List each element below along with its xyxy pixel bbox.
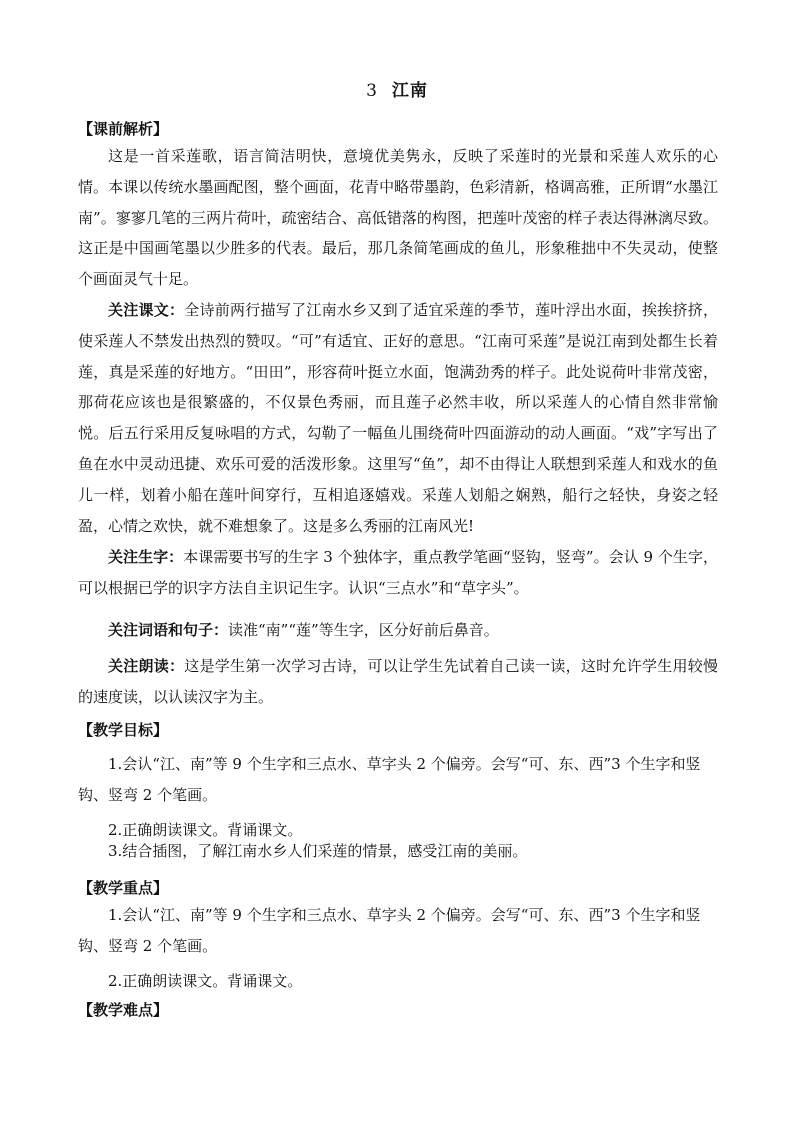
lesson-title-text: 江南: [391, 81, 428, 101]
paragraph-lead-text: 关注课文：: [108, 301, 185, 319]
paragraph-lead-reading: 关注朗读：: [108, 657, 185, 675]
goal-item-2: 2.正确朗读课文。背诵课文。: [108, 821, 303, 839]
key-point-item-2: 2.正确朗读课文。背诵课文。: [108, 972, 303, 990]
section-heading-difficulties: 【教学难点】: [78, 1001, 169, 1019]
section-heading-pre-analysis: 【课前解析】: [78, 120, 169, 138]
pre-analysis-paragraph-characters: [78, 542, 718, 604]
pre-analysis-paragraph-reading: [78, 651, 718, 713]
paragraph-body-text: 全诗前两行描写了江南水乡又到了适宜采莲的季节，莲叶浮出水面，挨挨挤挤，使采莲人不禁发出热烈的赞叹。“可”有适宜、正好的意思。“江南可采莲”是说江南到处都生长着莲，真是采莲的好地方。“田田”，形容荷叶挺立水面，饱满劲秀的样子。此处说荷叶非常茂密，那荷花应该也是很繁盛的，不仅景色秀丽，而且莲子必然丰收，所以采莲人的心情自然非常愉悦。后五行采用反复咏唱的方式，勾勒了一幅鱼儿围绕荷叶四面游动的动人画面。“戏”字写出了鱼在水中灵动迅捷、欢乐可爱的活泼形象。这里写“鱼”，却不由得让人联想到采莲人和戏水的鱼儿一样，划着小船在莲叶间穿行，互相追逐嬉戏。采莲人划船之娴熟，船行之轻快，身姿之轻盈，心情之欢快，就不难想象了。这是多么秀丽的江南风光!: [78, 301, 718, 535]
goal-item-1: 1.会认“江、南”等 9 个生字和三点水、草字头 2 个偏旁。会写“可、东、西”3 个生字和竖钩、竖弯 2 个笔画。: [78, 755, 701, 804]
paragraph-body-characters: 本课需要书写的生字 3 个独体字，重点教学笔画“竖钩，竖弯”。会认 9 个生字，可以根据已学的识字方法自主识记生字。认识“三点水”和“草字头”。: [78, 548, 718, 597]
paragraph-lead-words: 关注词语和句子：: [108, 621, 229, 639]
pre-analysis-paragraph-text: [78, 295, 718, 541]
key-point-item-1: 1.会认“江、南”等 9 个生字和三点水、草字头 2 个偏旁。会写“可、东、西”3 个生字和竖钩、竖弯 2 个笔画。: [78, 906, 701, 955]
pre-analysis-paragraph-1: 这是一首采莲歌，语言简洁明快，意境优美隽永，反映了采莲时的光景和采莲人欢乐的心情。本课以传统水墨画配图，整个画面，花青中略带墨韵，色彩清新，格调高雅，正所谓“水墨江南”。寥寥几笔的三两片荷叶，疏密结合、高低错落的构图，把莲叶茂密的样子表达得淋漓尽致。这正是中国画笔墨以少胜多的代表。最后，那几条简笔画成的鱼儿，形象稚拙中不失灵动，使整个画面灵气十足。: [78, 147, 718, 289]
goal-item-3: 3.结合插图，了解江南水乡人们采莲的情景，感受江南的美丽。: [108, 842, 528, 860]
paragraph-body-words: 读准“南”“莲”等生字，区分好前后鼻音。: [228, 621, 499, 639]
paragraph-lead-characters: 关注生字：: [108, 548, 184, 566]
lesson-number: 3: [366, 81, 378, 101]
section-heading-goals: 【教学目标】: [78, 721, 169, 739]
pre-analysis-paragraph-words: [78, 615, 718, 646]
section-heading-key-points: 【教学重点】: [78, 879, 169, 897]
paragraph-body-reading: 这是学生第一次学习古诗，可以让学生先试着自己读一读，这时允许学生用较慢的速度读，以认读汉字为主。: [78, 657, 718, 706]
lesson-title: [0, 76, 794, 101]
